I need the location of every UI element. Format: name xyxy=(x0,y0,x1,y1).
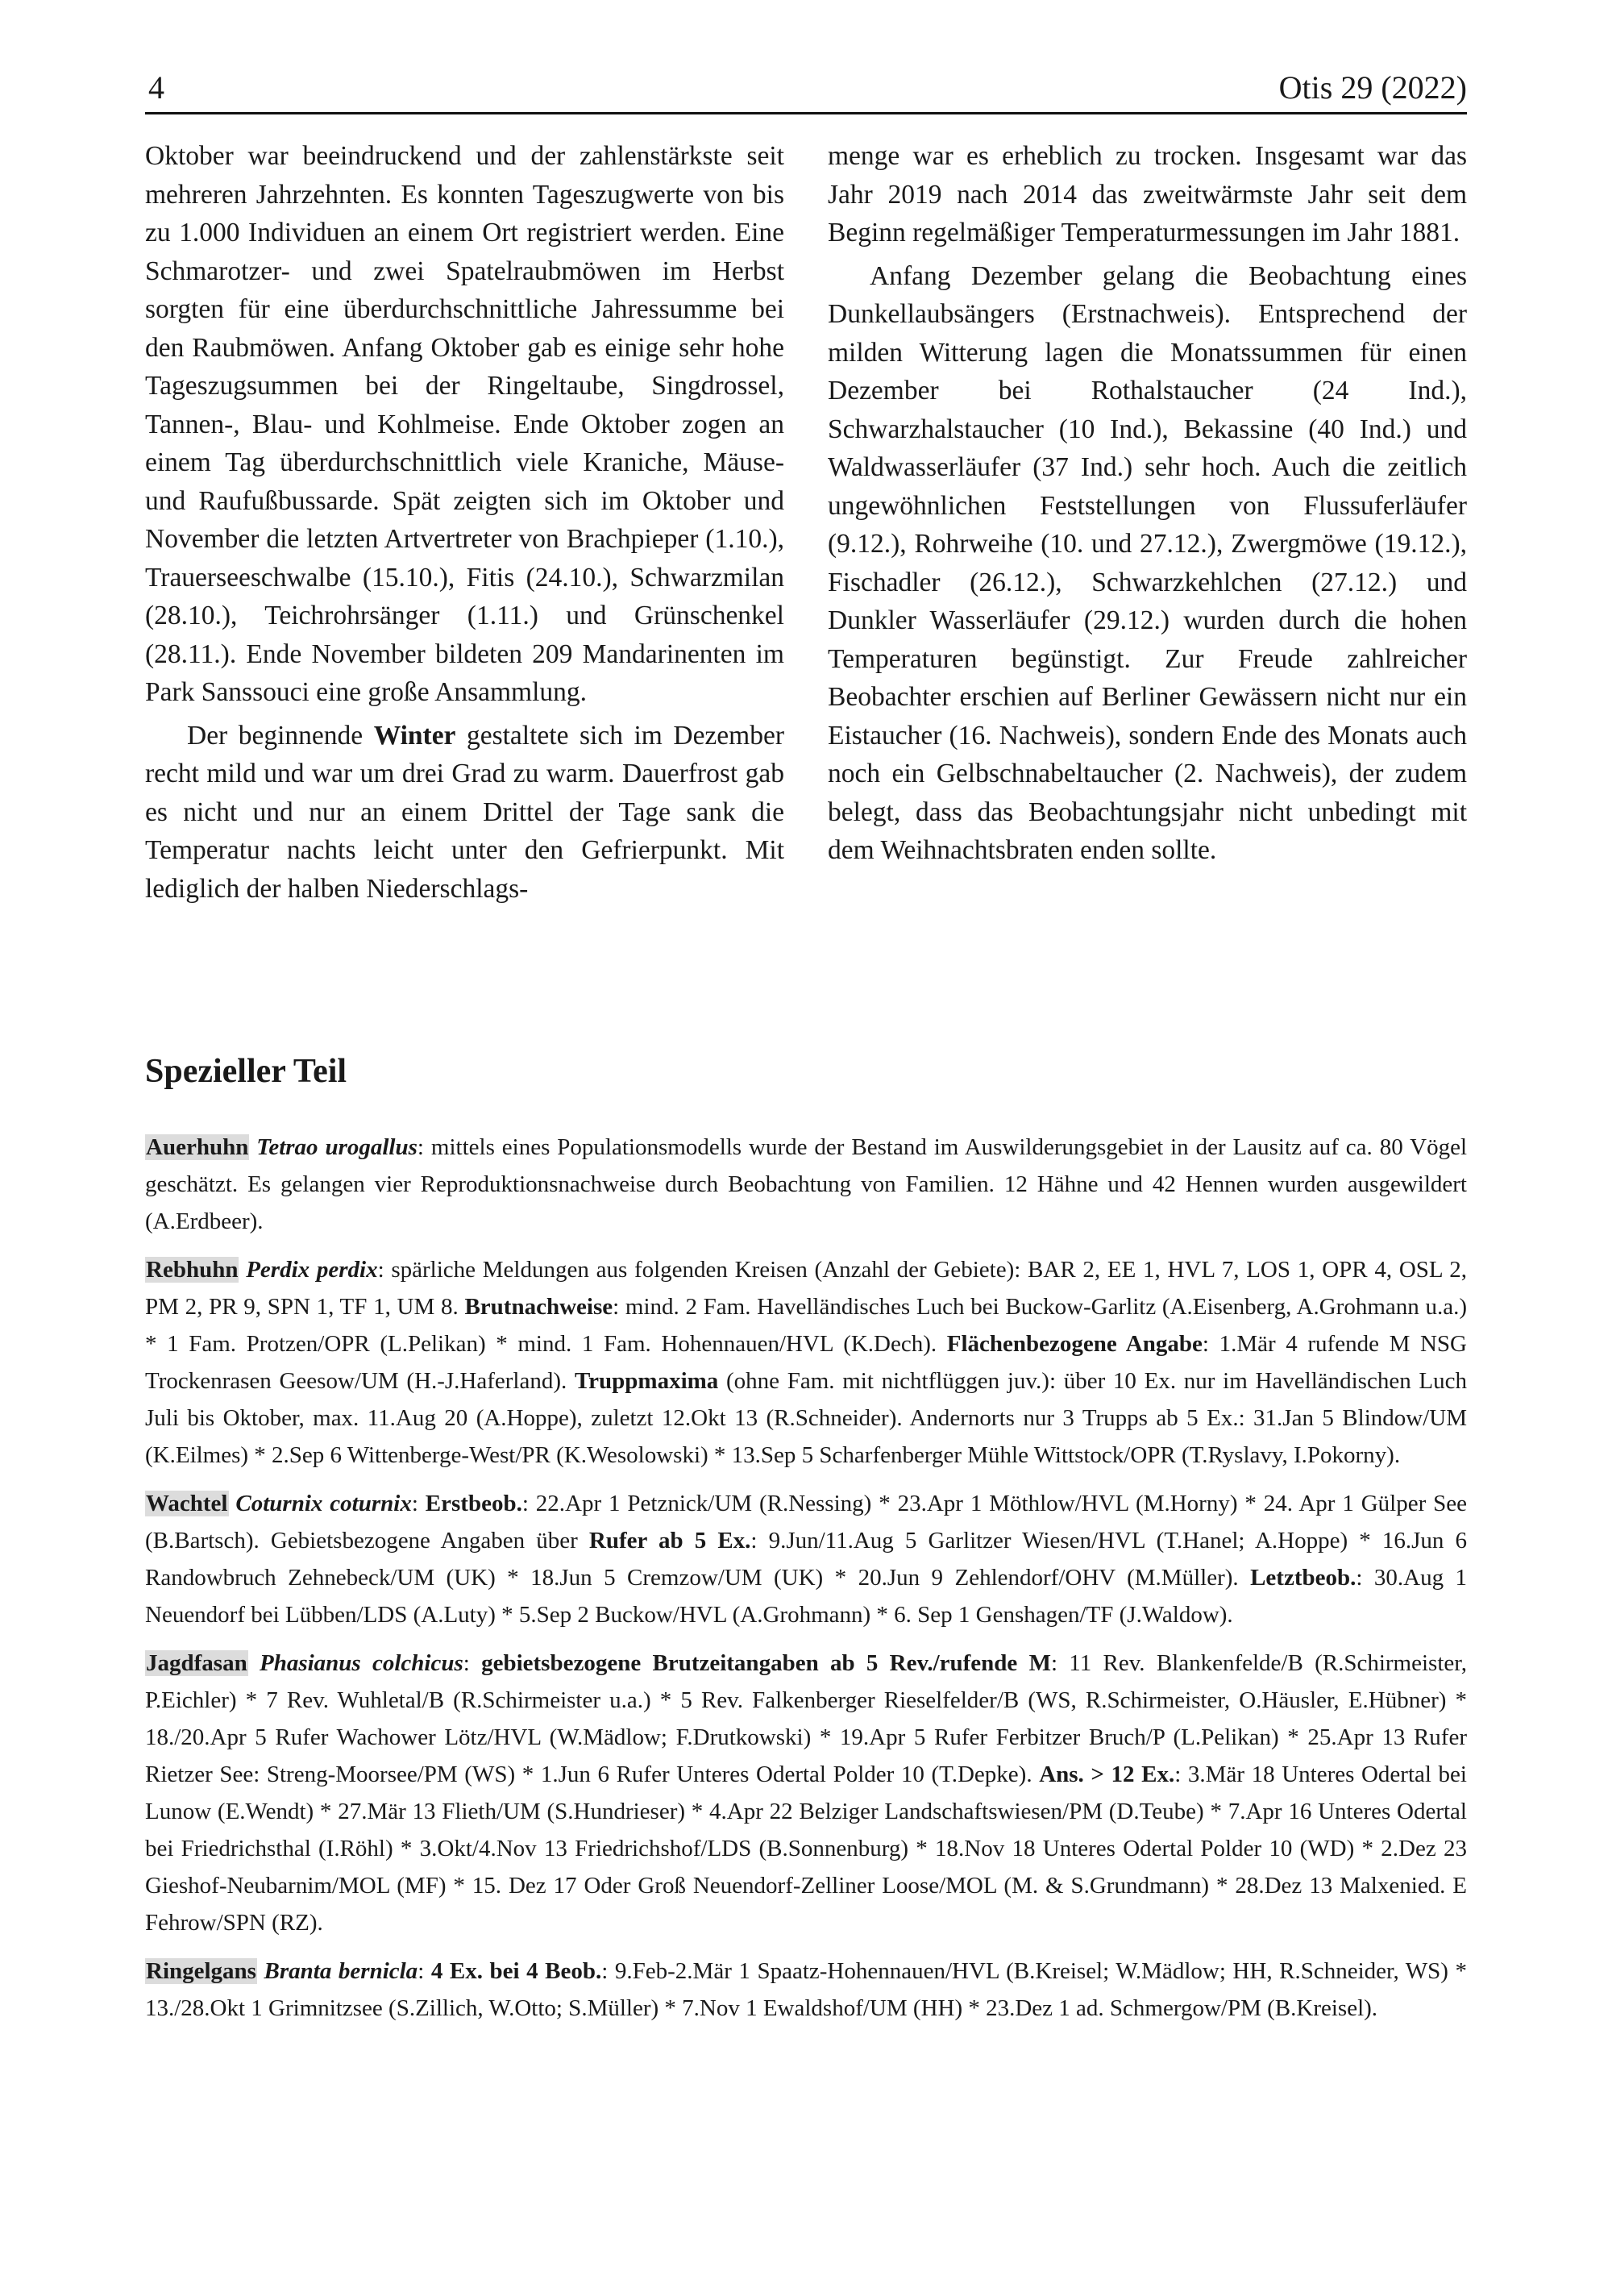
species-common-name: Jagdfasan xyxy=(146,1650,247,1676)
species-subheading: Erstbeob. xyxy=(425,1491,522,1516)
species-scientific-name: Perdix perdix xyxy=(246,1257,378,1283)
species-entry xyxy=(145,1251,1467,1474)
right-paragraph-2: Anfang Dezember gelang die Beobachtung eines Dunkellaubsängers (Erstnachweis). Entsprechend der milden Witterung lagen die Monatssummen für einen Dezember bei Rothalstaucher (24 Ind.), Schwarzhalstaucher (10 Ind.), Bekassine (40 Ind.) und Waldwasserläufer (37 Ind.) sehr hoch. Auch die zeitlich ungewöhnlichen Feststellungen von Flussuferläufer (9.12.), Rohrweihe (10. und 27.12.), Zwergmöwe (19.12.), Fischadler (26.12.), Schwarzkehlchen (27.12.) und Dunkler Wasserläufer (29.12.) wurden durch die hohen Temperaturen begünstigt. Zur Freude zahlreicher Beobachter erschien auf Berliner Gewässern nicht nur ein Eistaucher (16. Nachweis), sondern Ende des Monats auch noch ein Gelbschnabeltaucher (2. Nachweis), der zudem belegt, dass das Beobachtungsjahr nicht unbedingt mit dem Weihnachtsbraten enden sollte. xyxy=(828,260,1467,865)
section-heading: Spezieller Teil xyxy=(145,1053,347,1090)
species-scientific-name: Phasianus colchicus xyxy=(259,1650,463,1676)
species-text-run: : 9.Jun/11.Aug 5 Garlitzer Wiesen/HVL (T.Hanel; A.Hoppe) * 16.Jun 6 Randowbruch Zehnebeck/UM (UK) * 18.Jun 5 Cremzow/UM (UK) * 20.Jun 9 Zehlendorf/OHV (M.Müller). xyxy=(145,1528,1467,1591)
winter-intro: Der beginnende xyxy=(187,720,374,751)
running-head xyxy=(145,66,1467,110)
species-subheading: gebietsbezogene Brutzeitangaben ab 5 Rev./rufende M xyxy=(481,1650,1051,1676)
species-scientific-name: Coturnix coturnix xyxy=(235,1491,412,1516)
left-paragraph-1: Oktober war beeindruckend und der zahlenstärkste seit mehreren Jahrzehnten. Es konnten Tageszugwerte von bis zu 1.000 Individuen an einem Ort registriert werden. Eine Schmarotzer- und zwei Spatelraubmöwen im Herbst sorgten für eine überdurchschnittliche Jahressumme bei den Raubmöwen. Anfang Oktober gab es einige sehr hohe Tageszugsummen bei der Ringeltaube, Singdrossel, Tannen-, Blau- und Kohlmeise. Ende Oktober zogen an einem Tag überdurchschnittlich viele Kraniche, Mäuse- und Raufußbussarde. Spät zeigten sich im Oktober und November die letzten Artvertreter von Brachpieper (1.10.), Trauerseeschwalbe (15.10.), Fitis (24.10.), Schwarzmilan (28.10.), Teichrohrsänger (1.11.) und Grünschenkel (28.11.). Ende November bildeten 209 Mandarinenten im Park Sanssouci eine große Ansammlung. xyxy=(145,141,784,707)
species-text-run: : spärliche Meldungen aus folgenden Kreisen (Anzahl der Gebiete): BAR 2, EE 1, HVL 7, LOS 1, OPR 4, OSL 2, PM 2, PR 9, SPN 1, TF 1, UM 8. xyxy=(145,1257,1468,1320)
species-text xyxy=(145,1257,1467,1468)
species-common-name: Auerhuhn xyxy=(146,1134,249,1160)
species-entry xyxy=(145,1953,1467,2027)
species-text-run: : 9.Feb-2.Mär 1 Spaatz-Hohennauen/HVL (B.Kreisel; W.Mädlow; HH, R.Schneider, WS) * 13./28.Okt 1 Grimnitzsee (S.Zillich, W.Otto; S.Müller) * 7.Nov 1 Ewaldshof/UM (HH) * 23.Dez 1 ad. Schmergow/PM (B.Kreisel). xyxy=(145,1958,1468,2021)
species-common-name: Ringelgans xyxy=(146,1958,256,1984)
species-entry xyxy=(145,1645,1467,1941)
species-subheading: Rufer ab 5 Ex. xyxy=(588,1528,751,1554)
species-text-run: : 1.Mär 4 rufende M NSG Trockenrasen Geesow/UM (H.-J.Haferland). xyxy=(145,1331,1467,1394)
right-column xyxy=(828,137,1467,913)
species-entry xyxy=(145,1129,1467,1240)
species-text-run: : 11 Rev. Blankenfelde/B (R.Schirmeister, P.Eichler) * 7 Rev. Wuhletal/B (R.Schirmeister u.a.) * 5 Rev. Falkenberger Rieselfelder/B (WS, R.Schirmeister, O.Häusler, E.Hübner) * 18./20.Apr 5 Rufer Wachower Lötz/HVL (W.Mädlow; F.Drutkowski) * 19.Apr 5 Rufer Ferbitzer Bruch/P (L.Pelikan) * 25.Apr 13 Rufer Rietzer See: Streng-Moorsee/PM (WS) * 1.Jun 6 Rufer Unteres Odertal Polder 10 (T.Depke). xyxy=(145,1650,1468,1787)
header-rule xyxy=(145,112,1467,114)
winter-keyword: Winter xyxy=(373,720,456,751)
species-text-run: : 3.Mär 18 Unteres Odertal bei Lunow (E.Wendt) * 27.Mär 13 Flieth/UM (S.Hundrieser) * 4.Apr 22 Belziger Landschaftswiesen/PM (D.Teube) * 7.Apr 16 Unteres Odertal bei Friedrichsthal (I.Röhl) * 3.Okt/4.Nov 13 Friedrichshof/LDS (B.Sonnenburg) * 18.Nov 18 Unteres Odertal Polder 10 (WD) * 2.Dez 23 Gieshof-Neubarnim/MOL (MF) * 15. Dez 17 Oder Groß Neuendorf-Zelliner Loose/MOL (M. & S.Grundmann) * 28.Dez 13 Malxenied. E Fehrow/SPN (RZ). xyxy=(145,1762,1467,1936)
species-text-run: : xyxy=(418,1958,431,1984)
species-text-run: : xyxy=(463,1650,482,1676)
species-common-name: Rebhuhn xyxy=(146,1257,239,1283)
species-accounts xyxy=(145,1129,1467,2038)
winter-body: gestaltete sich im Dezember recht mild und war um drei Grad zu warm. Dauerfrost gab es nicht und nur an einem Drittel der Tage sank die Temperatur nachts leicht unter den Gefrierpunkt. Mit lediglich der halben Niederschlags- xyxy=(145,720,785,904)
right-paragraph-1: menge war es erheblich zu trocken. Insgesamt war das Jahr 2019 nach 2014 das zweitwärmste Jahr seit dem Beginn regelmäßiger Temperaturmessungen im Jahr 1881. xyxy=(828,141,1467,247)
species-subheading: Flächenbezogene Angabe xyxy=(946,1331,1203,1357)
species-text-run: : 22.Apr 1 Petznick/UM (R.Nessing) * 23.Apr 1 Möthlow/HVL (M.Horny) * 24. Apr 1 Gülper See (B.Bartsch). Gebietsbezogene Angaben über xyxy=(145,1491,1468,1554)
general-part-columns xyxy=(145,137,1467,913)
species-scientific-name: Branta bernicla xyxy=(264,1958,418,1984)
species-subheading: Brutnachweise xyxy=(464,1294,613,1320)
species-text xyxy=(145,1650,1467,1936)
species-subheading: Ans. > 12 Ex. xyxy=(1039,1762,1175,1787)
species-scientific-name: Tetrao urogallus xyxy=(256,1134,418,1160)
species-subheading: 4 Ex. bei 4 Beob. xyxy=(430,1958,602,1984)
page-number: 4 xyxy=(148,69,164,106)
left-paragraph-2 xyxy=(145,717,784,909)
species-subheading: Letztbeob. xyxy=(1250,1565,1356,1591)
species-text-run: : xyxy=(411,1491,426,1516)
species-entry xyxy=(145,1485,1467,1633)
journal-citation: Otis 29 (2022) xyxy=(1278,69,1467,106)
species-subheading: Truppmaxima xyxy=(574,1368,719,1394)
species-text-run: : mind. 2 Fam. Havelländisches Luch bei Buckow-Garlitz (A.Eisenberg, A.Grohmann u.a.) * 1 Fam. Protzen/OPR (L.Pelikan) * mind. 1 Fam. Hohennauen/HVL (K.Dech). xyxy=(145,1294,1467,1357)
species-text-run: (ohne Fam. mit nichtflüggen juv.): über 10 Ex. nur im Havelländischen Luch Juli bis Oktober, max. 11.Aug 20 (A.Hoppe), zuletzt 12.Okt 13 (R.Schneider). Andernorts nur 3 Trupps ab 5 Ex.: 31.Jan 5 Blindow/UM (K.Eilmes) * 2.Sep 6 Wittenberge-West/PR (K.Wesolowski) * 13.Sep 5 Scharfenberger Mühle Wittstock/OPR (T.Ryslavy, I.Pokorny). xyxy=(145,1368,1467,1468)
species-text-run: : 30.Aug 1 Neuendorf bei Lübben/LDS (A.Luty) * 5.Sep 2 Buckow/HVL (A.Grohmann) * 6. Sep 1 Genshagen/TF (J.Waldow). xyxy=(145,1565,1467,1628)
species-common-name: Wachtel xyxy=(146,1491,228,1516)
left-column xyxy=(145,137,784,913)
species-text-run: : mittels eines Populationsmodells wurde der Bestand im Auswilderungsgebiet in der Lausitz auf ca. 80 Vögel geschätzt. Es gelangen vier Reproduktionsnachweise durch Beobachtung von Familien. 12 Hähne und 42 Hennen wurden ausgewildert (A.Erdbeer). xyxy=(145,1134,1468,1234)
